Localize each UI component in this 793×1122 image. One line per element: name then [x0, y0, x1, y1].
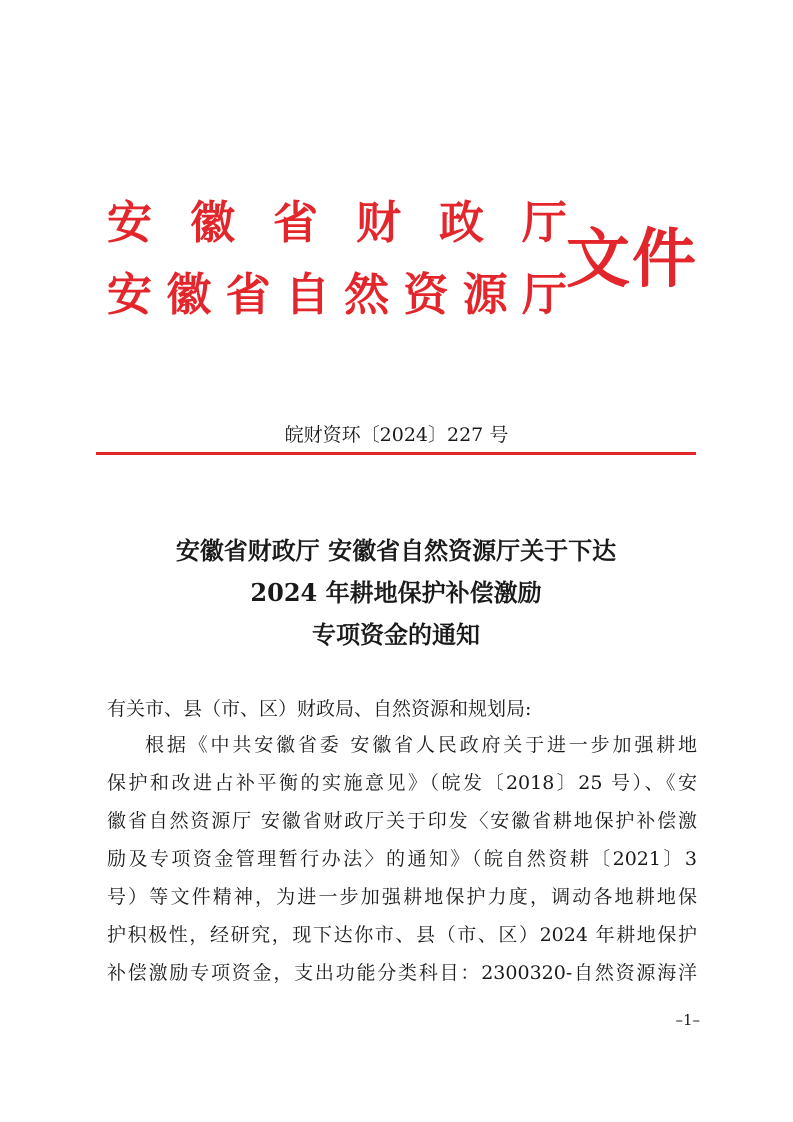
- body-text-line: 励及专项资金管理暂行办法〉的通知》（皖自然资耕〔2021〕3: [107, 848, 697, 870]
- issuer-natural-resources-department: [107, 265, 567, 325]
- issuer-finance-department: [107, 193, 567, 253]
- issuer-char: 财: [355, 196, 401, 249]
- document-word: 文件: [566, 222, 698, 297]
- issuer-char: 厅: [521, 196, 567, 249]
- body-text-line: 补偿激励专项资金，支出功能分类科目：2300320-自然资源海洋: [107, 962, 697, 984]
- body-text-line: 号）等文件精神，为进一步加强耕地保护力度，调动各地耕地保: [107, 886, 697, 908]
- issuer-char: 然: [344, 268, 390, 321]
- body-text-line: 护积极性，经研究，现下达你市、县（市、区）2024 年耕地保护: [107, 924, 697, 946]
- red-divider-line: [96, 452, 696, 455]
- body-text-line: 根据《中共安徽省委 安徽省人民政府关于进一步加强耕地: [145, 734, 697, 756]
- issuer-char: 省: [225, 268, 271, 321]
- notice-title-line: 安徽省财政厅 安徽省自然资源厅关于下达: [175, 536, 617, 565]
- issuer-char: 安: [107, 196, 153, 249]
- body-text-line: 徽省自然资源厅 安徽省财政厅关于印发〈安徽省耕地保护补偿激: [107, 810, 697, 832]
- document-number: 皖财资环〔2024〕227 号: [284, 424, 509, 446]
- issuer-char: 资: [403, 268, 449, 321]
- body-text-line: 保护和改进占补平衡的实施意见》（皖发〔2018〕25 号）、《安: [107, 772, 697, 794]
- issuer-char: 厅: [521, 268, 567, 321]
- notice-title-line: 2024 年耕地保护补偿激励: [250, 578, 542, 607]
- issuer-char: 政: [438, 196, 484, 249]
- issuer-char: 源: [462, 268, 508, 321]
- issuer-char: 自: [284, 268, 330, 321]
- page-number: –1–: [675, 1011, 700, 1029]
- issuer-char: 徽: [166, 268, 212, 321]
- issuer-char: 省: [272, 196, 318, 249]
- issuer-char: 徽: [189, 196, 235, 249]
- notice-title-line: 专项资金的通知: [312, 620, 480, 649]
- issuer-char: 安: [107, 268, 153, 321]
- salutation: 有关市、县（市、区）财政局、自然资源和规划局:: [107, 698, 532, 720]
